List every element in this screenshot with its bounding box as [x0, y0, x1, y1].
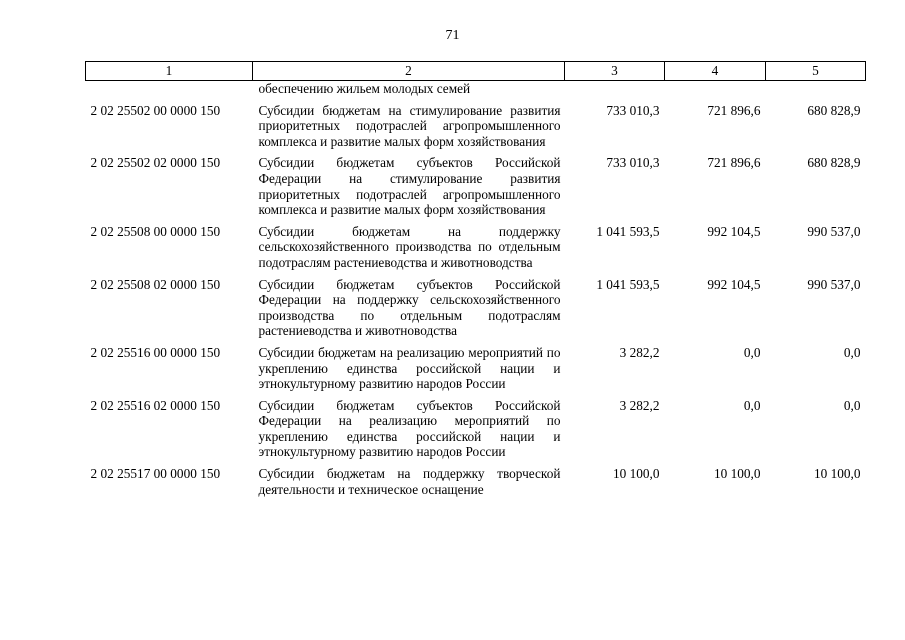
amount-col5: 680 828,9 — [807, 155, 861, 171]
continuation-text: обеспечению жильем молодых семей — [258, 81, 471, 96]
budget-item-name: Субсидии бюджетам на стимулирование развития приоритетных подотраслей агропромышленного комплекса и развитие малых форм хозяйствования — [258, 102, 561, 149]
budget-code: 2 02 25502 00 0000 150 — [90, 102, 221, 118]
page-number: 71 — [445, 28, 460, 43]
budget-item-name: Субсидии бюджетам субъектов Российской Федерации на стимулирование развития приоритетных подотраслей агропромышленного комплекса и развитие малых форм хозяйствования — [258, 155, 561, 218]
amount-col5: 680 828,9 — [807, 102, 861, 118]
column-number-5: 5 — [766, 62, 866, 81]
table-row — [86, 396, 866, 464]
amount-col4: 0,0 — [743, 397, 761, 413]
amount-col5: 0,0 — [843, 397, 861, 413]
budget-item-name: Субсидии бюджетам на реализацию мероприятий по укреплению единства российской нации и этнокультурному развитию народов России — [258, 344, 561, 392]
amount-col4: 721 896,6 — [707, 155, 761, 171]
continuation-row — [86, 81, 866, 101]
budget-code: 2 02 25508 02 0000 150 — [90, 276, 221, 292]
amount-col3: 733 010,3 — [606, 102, 660, 118]
column-number-3: 3 — [565, 62, 665, 81]
column-number-2: 2 — [253, 62, 565, 81]
amount-col3: 1 041 593,5 — [596, 223, 660, 239]
amount-col5: 0,0 — [843, 344, 861, 360]
table-row — [86, 464, 866, 501]
budget-code: 2 02 25502 02 0000 150 — [90, 155, 221, 171]
budget-code: 2 02 25516 02 0000 150 — [90, 397, 221, 413]
amount-col4: 10 100,0 — [713, 466, 761, 482]
table-row — [86, 153, 866, 221]
amount-col4: 992 104,5 — [707, 276, 761, 292]
budget-item-name: Субсидии бюджетам на поддержку сельскохозяйственного производства по отдельным подотраслям растениеводства и животноводства — [258, 223, 561, 270]
amount-col5: 990 537,0 — [807, 223, 861, 239]
budget-code: 2 02 25516 00 0000 150 — [90, 344, 221, 360]
amount-col4: 0,0 — [743, 344, 761, 360]
amount-col3: 3 282,2 — [619, 397, 660, 413]
budget-code: 2 02 25517 00 0000 150 — [90, 466, 221, 482]
budget-item-name: Субсидии бюджетам субъектов Российской Федерации на реализацию мероприятий по укреплению единства российской нации и этнокультурному развитию народов России — [258, 397, 561, 460]
amount-col3: 10 100,0 — [612, 466, 660, 482]
table-row — [86, 222, 866, 275]
amount-col5: 10 100,0 — [813, 466, 861, 482]
budget-item-name: Субсидии бюджетам на поддержку творческой деятельности и техническое оснащение — [258, 466, 561, 497]
column-number-1: 1 — [86, 62, 253, 81]
column-number-row — [86, 62, 866, 81]
table-row — [86, 275, 866, 343]
amount-col3: 3 282,2 — [619, 344, 660, 360]
amount-col3: 1 041 593,5 — [596, 276, 660, 292]
budget-item-name: Субсидии бюджетам субъектов Российской Федерации на поддержку сельскохозяйственного производства по отдельным подотраслям растениеводства и животноводства — [258, 276, 561, 339]
amount-col4: 992 104,5 — [707, 223, 761, 239]
table-row — [86, 343, 866, 396]
budget-code: 2 02 25508 00 0000 150 — [90, 223, 221, 239]
amount-col3: 733 010,3 — [606, 155, 660, 171]
column-number-4: 4 — [665, 62, 766, 81]
amount-col5: 990 537,0 — [807, 276, 861, 292]
table-row — [86, 101, 866, 154]
amount-col4: 721 896,6 — [707, 102, 761, 118]
budget-table — [85, 61, 866, 501]
